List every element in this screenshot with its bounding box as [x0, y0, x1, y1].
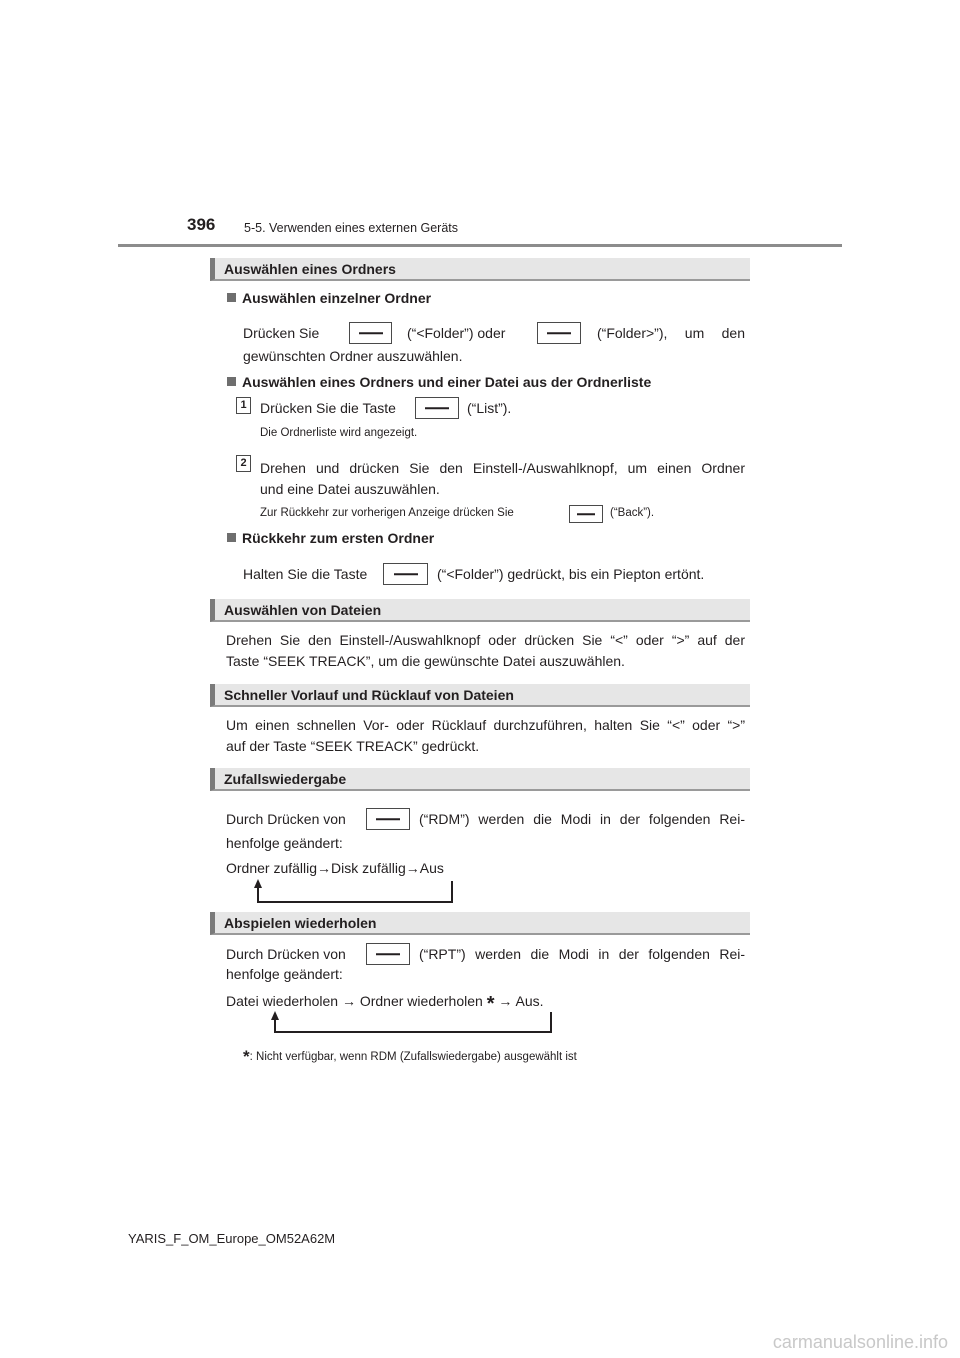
cycle-line — [274, 1031, 552, 1033]
text: gewünschten Ordner auszuwählen. — [243, 348, 463, 364]
section-header-files — [210, 599, 750, 622]
section-title: Abspielen wiederholen — [224, 915, 377, 931]
text: Drücken Sie die Taste — [260, 400, 396, 416]
section-title: Zufallswiedergabe — [224, 771, 347, 787]
text: Durch Drücken von — [226, 811, 346, 827]
folder-next-button-icon — [537, 322, 581, 344]
text: (“List”). — [467, 400, 512, 416]
text: (“<Folder”) gedrückt, bis ein Piepton ertönt. — [437, 566, 705, 582]
footnote: *: Nicht verfügbar, wenn RDM (Zufallswiedergabe) ausgewählt ist — [243, 1047, 577, 1066]
section-title: Auswählen von Dateien — [224, 602, 382, 618]
text: henfolge geändert: — [226, 966, 343, 982]
square-bullet-icon — [227, 377, 236, 386]
text: (“<Folder”) oder — [407, 325, 506, 341]
header-rule — [118, 244, 842, 247]
text: Taste “SEEK TREACK”, um die gewünschte Datei auszuwählen. — [226, 653, 625, 669]
asterisk-mark: * — [243, 1047, 250, 1066]
step-number-2: 2 — [236, 455, 251, 472]
asterisk-mark: * — [486, 993, 495, 1015]
text: Um einen schnellen Vor- oder Rücklauf durchzuführen, halten Sie “<” oder “>” — [226, 717, 745, 733]
cycle-line — [257, 901, 453, 903]
subheading-folder-list: Auswählen eines Ordners und einer Datei aus der Ordnerliste — [227, 374, 651, 390]
text: (“Folder>”), um den — [597, 325, 745, 341]
subheading-single-folder: Auswählen einzelner Ordner — [227, 290, 431, 306]
section-title: Schneller Vorlauf und Rücklauf von Dateien — [224, 687, 514, 703]
section-title: Auswählen eines Ordners — [224, 261, 396, 277]
section-header-folder — [210, 258, 750, 281]
back-button-icon — [569, 505, 603, 523]
section-header-random — [210, 768, 750, 791]
text: Drehen Sie den Einstell-/Auswahlknopf oder drücken Sie “<” oder “>” auf der — [226, 632, 745, 648]
cycle-line — [550, 1012, 552, 1033]
text: (“RPT”) werden die Modi in der folgenden Rei- — [419, 946, 745, 962]
square-bullet-icon — [227, 293, 236, 302]
text: und eine Datei auszuwählen. — [260, 481, 440, 497]
chapter-title: 5-5. Verwenden eines externen Geräts — [244, 221, 459, 235]
text: Drücken Sie — [243, 325, 320, 341]
mode-cycle-text: Datei wiederholen → Ordner wiederholen * → Aus. — [226, 993, 544, 1015]
step-number-1: 1 — [236, 397, 251, 414]
note-text: Die Ordnerliste wird angezeigt. — [260, 427, 418, 439]
square-bullet-icon — [227, 533, 236, 542]
mode-cycle-text: Ordner zufällig→Disk zufällig→Aus — [226, 860, 444, 876]
text: Durch Drücken von — [226, 946, 346, 962]
page-number: 396 — [187, 215, 216, 234]
note-text: (“Back”). — [610, 507, 655, 519]
text: Drehen und drücken Sie den Einstell-/Auswahlknopf, um einen Ordner — [260, 460, 745, 476]
folder-prev-button-icon — [349, 322, 392, 344]
folder-prev-button-icon — [383, 563, 428, 585]
rpt-button-icon — [366, 943, 410, 965]
subheading-first-folder: Rückkehr zum ersten Ordner — [227, 530, 434, 546]
rdm-button-icon — [366, 808, 410, 830]
section-header-fast — [210, 684, 750, 707]
text: (“RDM”) werden die Modi in der folgenden Rei- — [419, 811, 745, 827]
list-button-icon — [415, 397, 459, 419]
text: Halten Sie die Taste — [243, 566, 368, 582]
cycle-line — [451, 881, 453, 903]
watermark: carmanualsonline.info — [772, 1332, 948, 1352]
text: henfolge geändert: — [226, 835, 343, 851]
text: auf der Taste “SEEK TREACK” gedrückt. — [226, 738, 480, 754]
document-code: YARIS_F_OM_Europe_OM52A62M — [128, 1231, 336, 1246]
note-text: Zur Rückkehr zur vorherigen Anzeige drücken Sie — [260, 507, 514, 519]
section-header-repeat — [210, 912, 750, 935]
